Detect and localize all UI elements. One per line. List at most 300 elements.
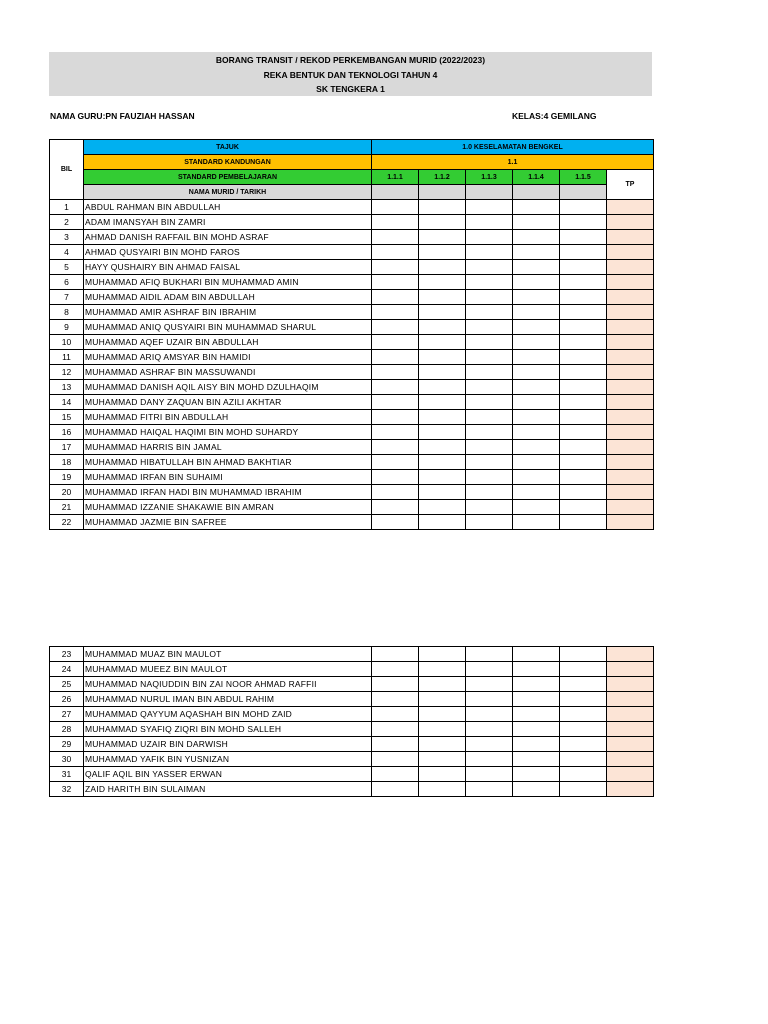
standard-kandungan-label: STANDARD KANDUNGAN <box>84 155 372 170</box>
tp-cell[interactable] <box>607 425 654 440</box>
student-name: AHMAD QUSYAIRI BIN MOHD FAROS <box>84 245 372 260</box>
assessment-cell[interactable] <box>372 767 419 782</box>
assessment-cell[interactable] <box>372 485 419 500</box>
assessment-cell[interactable] <box>560 275 607 290</box>
assessment-cell[interactable] <box>560 245 607 260</box>
student-row <box>50 200 654 215</box>
student-name: MUHAMMAD AFIQ BUKHARI BIN MUHAMMAD AMIN <box>84 275 372 290</box>
tp-cell[interactable] <box>607 767 654 782</box>
student-number: 26 <box>50 692 84 707</box>
assessment-cell[interactable] <box>466 200 513 215</box>
assessment-cell[interactable] <box>560 707 607 722</box>
tajuk-value: 1.0 KESELAMATAN BENGKEL <box>372 140 654 155</box>
date-cell[interactable] <box>560 185 607 200</box>
assessment-cell[interactable] <box>466 470 513 485</box>
student-name: MUHAMMAD MUEEZ BIN MAULOT <box>84 662 372 677</box>
assessment-cell[interactable] <box>560 767 607 782</box>
assessment-cell[interactable] <box>372 245 419 260</box>
tp-cell[interactable] <box>607 305 654 320</box>
tp-cell[interactable] <box>607 350 654 365</box>
assessment-cell[interactable] <box>513 782 560 797</box>
assessment-cell[interactable] <box>466 275 513 290</box>
student-row <box>50 365 654 380</box>
student-number: 30 <box>50 752 84 767</box>
assessment-cell[interactable] <box>560 425 607 440</box>
assessment-cell[interactable] <box>560 737 607 752</box>
tp-cell[interactable] <box>607 275 654 290</box>
student-row <box>50 692 654 707</box>
tp-cell[interactable] <box>607 455 654 470</box>
tp-cell[interactable] <box>607 335 654 350</box>
student-number: 25 <box>50 677 84 692</box>
student-name: MUHAMMAD FITRI BIN ABDULLAH <box>84 410 372 425</box>
student-name: MUHAMMAD JAZMIE BIN SAFREE <box>84 515 372 530</box>
assessment-cell[interactable] <box>513 290 560 305</box>
form-subject: REKA BENTUK DAN TEKNOLOGI TAHUN 4 <box>263 69 438 80</box>
student-name: MUHAMMAD IZZANIE SHAKAWIE BIN AMRAN <box>84 500 372 515</box>
assessment-cell[interactable] <box>466 425 513 440</box>
assessment-cell[interactable] <box>466 515 513 530</box>
assessment-cell[interactable] <box>513 365 560 380</box>
student-number: 2 <box>50 215 84 230</box>
assessment-cell[interactable] <box>419 470 466 485</box>
assessment-cell[interactable] <box>372 260 419 275</box>
student-name: MUHAMMAD HIBATULLAH BIN AHMAD BAKHTIAR <box>84 455 372 470</box>
student-row <box>50 767 654 782</box>
assessment-cell[interactable] <box>419 380 466 395</box>
assessment-cell[interactable] <box>513 677 560 692</box>
assessment-cell[interactable] <box>372 677 419 692</box>
assessment-cell[interactable] <box>560 752 607 767</box>
assessment-cell[interactable] <box>513 380 560 395</box>
assessment-cell[interactable] <box>419 245 466 260</box>
standard-pembelajaran-label: STANDARD PEMBELAJARAN <box>84 170 372 185</box>
assessment-cell[interactable] <box>513 260 560 275</box>
student-row <box>50 290 654 305</box>
assessment-cell[interactable] <box>560 662 607 677</box>
assessment-cell[interactable] <box>419 707 466 722</box>
assessment-cell[interactable] <box>560 365 607 380</box>
student-row <box>50 380 654 395</box>
assessment-cell[interactable] <box>513 440 560 455</box>
assessment-cell[interactable] <box>466 485 513 500</box>
student-number: 21 <box>50 500 84 515</box>
sp-code: 1.1.4 <box>513 170 560 185</box>
record-table-page2 <box>49 646 654 797</box>
assessment-cell[interactable] <box>372 692 419 707</box>
assessment-cell[interactable] <box>560 290 607 305</box>
assessment-cell[interactable] <box>466 395 513 410</box>
assessment-cell[interactable] <box>372 275 419 290</box>
assessment-cell[interactable] <box>513 692 560 707</box>
student-number: 27 <box>50 707 84 722</box>
student-row <box>50 425 654 440</box>
student-name: MUHAMMAD ASHRAF BIN MASSUWANDI <box>84 365 372 380</box>
assessment-cell[interactable] <box>513 470 560 485</box>
assessment-cell[interactable] <box>419 455 466 470</box>
student-number: 4 <box>50 245 84 260</box>
student-name: MUHAMMAD ARIQ AMSYAR BIN HAMIDI <box>84 350 372 365</box>
assessment-cell[interactable] <box>419 722 466 737</box>
student-name: MUHAMMAD IRFAN BIN SUHAIMI <box>84 470 372 485</box>
tp-cell[interactable] <box>607 722 654 737</box>
assessment-cell[interactable] <box>466 410 513 425</box>
tp-cell[interactable] <box>607 647 654 662</box>
assessment-cell[interactable] <box>419 215 466 230</box>
sp-code: 1.1.3 <box>466 170 513 185</box>
student-name: MUHAMMAD IRFAN HADI BIN MUHAMMAD IBRAHIM <box>84 485 372 500</box>
assessment-cell[interactable] <box>419 677 466 692</box>
assessment-cell[interactable] <box>560 722 607 737</box>
assessment-cell[interactable] <box>466 662 513 677</box>
student-row <box>50 305 654 320</box>
sp-code: 1.1.5 <box>560 170 607 185</box>
tp-cell[interactable] <box>607 662 654 677</box>
assessment-cell[interactable] <box>560 500 607 515</box>
assessment-cell[interactable] <box>513 500 560 515</box>
assessment-cell[interactable] <box>372 707 419 722</box>
assessment-cell[interactable] <box>513 707 560 722</box>
tp-cell[interactable] <box>607 320 654 335</box>
student-number: 11 <box>50 350 84 365</box>
student-row <box>50 455 654 470</box>
assessment-cell[interactable] <box>372 662 419 677</box>
assessment-cell[interactable] <box>419 275 466 290</box>
student-name: MUHAMMAD DANY ZAQUAN BIN AZILI AKHTAR <box>84 395 372 410</box>
assessment-cell[interactable] <box>419 752 466 767</box>
assessment-cell[interactable] <box>419 515 466 530</box>
assessment-cell[interactable] <box>513 662 560 677</box>
assessment-cell[interactable] <box>513 245 560 260</box>
assessment-cell[interactable] <box>419 260 466 275</box>
assessment-cell[interactable] <box>372 380 419 395</box>
assessment-cell[interactable] <box>419 767 466 782</box>
assessment-cell[interactable] <box>419 230 466 245</box>
tp-cell[interactable] <box>607 752 654 767</box>
student-name: MUHAMMAD DANISH AQIL AISY BIN MOHD DZULHAQIM <box>84 380 372 395</box>
assessment-cell[interactable] <box>419 662 466 677</box>
assessment-cell[interactable] <box>372 350 419 365</box>
student-number: 17 <box>50 440 84 455</box>
assessment-cell[interactable] <box>372 455 419 470</box>
assessment-cell[interactable] <box>419 500 466 515</box>
assessment-cell[interactable] <box>372 737 419 752</box>
assessment-cell[interactable] <box>513 752 560 767</box>
student-name: MUHAMMAD QAYYUM AQASHAH BIN MOHD ZAID <box>84 707 372 722</box>
assessment-cell[interactable] <box>560 350 607 365</box>
assessment-cell[interactable] <box>466 647 513 662</box>
assessment-cell[interactable] <box>419 395 466 410</box>
assessment-cell[interactable] <box>419 782 466 797</box>
student-number: 28 <box>50 722 84 737</box>
assessment-cell[interactable] <box>419 737 466 752</box>
assessment-cell[interactable] <box>560 485 607 500</box>
student-row <box>50 335 654 350</box>
assessment-cell[interactable] <box>372 395 419 410</box>
student-number: 20 <box>50 485 84 500</box>
student-number: 10 <box>50 335 84 350</box>
assessment-cell[interactable] <box>513 335 560 350</box>
student-row <box>50 647 654 662</box>
assessment-cell[interactable] <box>419 410 466 425</box>
assessment-cell[interactable] <box>419 647 466 662</box>
tp-cell[interactable] <box>607 677 654 692</box>
student-row <box>50 515 654 530</box>
assessment-cell[interactable] <box>560 305 607 320</box>
student-name: QALIF AQIL BIN YASSER ERWAN <box>84 767 372 782</box>
assessment-cell[interactable] <box>466 767 513 782</box>
assessment-cell[interactable] <box>513 647 560 662</box>
assessment-cell[interactable] <box>372 647 419 662</box>
assessment-cell[interactable] <box>372 425 419 440</box>
tp-cell[interactable] <box>607 365 654 380</box>
tp-cell[interactable] <box>607 707 654 722</box>
assessment-cell[interactable] <box>466 380 513 395</box>
assessment-cell[interactable] <box>372 305 419 320</box>
assessment-cell[interactable] <box>513 215 560 230</box>
assessment-cell[interactable] <box>560 647 607 662</box>
student-number: 18 <box>50 455 84 470</box>
student-row <box>50 782 654 797</box>
assessment-cell[interactable] <box>466 305 513 320</box>
tajuk-label: TAJUK <box>84 140 372 155</box>
assessment-cell[interactable] <box>466 455 513 470</box>
student-row <box>50 677 654 692</box>
student-row <box>50 245 654 260</box>
student-name: MUHAMMAD UZAIR BIN DARWISH <box>84 737 372 752</box>
student-row <box>50 350 654 365</box>
assessment-cell[interactable] <box>513 230 560 245</box>
assessment-cell[interactable] <box>372 365 419 380</box>
student-name: HAYY QUSHAIRY BIN AHMAD FAISAL <box>84 260 372 275</box>
student-row <box>50 395 654 410</box>
student-number: 22 <box>50 515 84 530</box>
assessment-cell[interactable] <box>513 455 560 470</box>
student-row <box>50 722 654 737</box>
assessment-cell[interactable] <box>372 515 419 530</box>
student-row <box>50 500 654 515</box>
assessment-cell[interactable] <box>419 365 466 380</box>
assessment-cell[interactable] <box>466 440 513 455</box>
tp-cell[interactable] <box>607 500 654 515</box>
assessment-cell[interactable] <box>466 335 513 350</box>
assessment-cell[interactable] <box>372 320 419 335</box>
assessment-cell[interactable] <box>560 260 607 275</box>
assessment-cell[interactable] <box>513 410 560 425</box>
assessment-cell[interactable] <box>419 305 466 320</box>
student-row <box>50 662 654 677</box>
tp-cell[interactable] <box>607 245 654 260</box>
assessment-cell[interactable] <box>513 305 560 320</box>
assessment-cell[interactable] <box>466 752 513 767</box>
student-name: AHMAD DANISH RAFFAIL BIN MOHD ASRAF <box>84 230 372 245</box>
tp-cell[interactable] <box>607 782 654 797</box>
assessment-cell[interactable] <box>513 350 560 365</box>
tp-cell[interactable] <box>607 215 654 230</box>
assessment-cell[interactable] <box>372 290 419 305</box>
student-row <box>50 707 654 722</box>
student-row <box>50 230 654 245</box>
student-name: MUHAMMAD YAFIK BIN YUSNIZAN <box>84 752 372 767</box>
student-number: 31 <box>50 767 84 782</box>
assessment-cell[interactable] <box>419 335 466 350</box>
student-number: 23 <box>50 647 84 662</box>
assessment-cell[interactable] <box>560 320 607 335</box>
assessment-cell[interactable] <box>419 350 466 365</box>
sp-code: 1.1.1 <box>372 170 419 185</box>
assessment-cell[interactable] <box>372 722 419 737</box>
tp-cell[interactable] <box>607 737 654 752</box>
tp-cell[interactable] <box>607 485 654 500</box>
assessment-cell[interactable] <box>466 215 513 230</box>
form-header <box>49 52 652 96</box>
class-name: KELAS:4 GEMILANG <box>512 111 597 121</box>
assessment-cell[interactable] <box>513 275 560 290</box>
assessment-cell[interactable] <box>372 410 419 425</box>
assessment-cell[interactable] <box>560 677 607 692</box>
student-row <box>50 320 654 335</box>
sp-code: 1.1.2 <box>419 170 466 185</box>
form-school: SK TENGKERA 1 <box>316 84 385 94</box>
assessment-cell[interactable] <box>372 440 419 455</box>
student-number: 14 <box>50 395 84 410</box>
student-name: MUHAMMAD AQEF UZAIR BIN ABDULLAH <box>84 335 372 350</box>
assessment-cell[interactable] <box>560 380 607 395</box>
student-name: ZAID HARITH BIN SULAIMAN <box>84 782 372 797</box>
date-cell[interactable] <box>372 185 419 200</box>
student-row <box>50 260 654 275</box>
assessment-cell[interactable] <box>466 677 513 692</box>
tp-cell[interactable] <box>607 230 654 245</box>
tp-cell[interactable] <box>607 692 654 707</box>
student-number: 16 <box>50 425 84 440</box>
student-row <box>50 275 654 290</box>
assessment-cell[interactable] <box>513 515 560 530</box>
assessment-cell[interactable] <box>466 500 513 515</box>
assessment-cell[interactable] <box>466 245 513 260</box>
tp-cell[interactable] <box>607 440 654 455</box>
assessment-cell[interactable] <box>466 722 513 737</box>
date-cell[interactable] <box>513 185 560 200</box>
assessment-cell[interactable] <box>419 290 466 305</box>
student-name: MUHAMMAD ANIQ QUSYAIRI BIN MUHAMMAD SHARUL <box>84 320 372 335</box>
assessment-cell[interactable] <box>419 440 466 455</box>
assessment-cell[interactable] <box>560 455 607 470</box>
student-name: MUHAMMAD NAQIUDDIN BIN ZAI NOOR AHMAD RAFFII <box>84 677 372 692</box>
student-number: 15 <box>50 410 84 425</box>
standard-kandungan-value: 1.1 <box>372 155 654 170</box>
student-number: 9 <box>50 320 84 335</box>
assessment-cell[interactable] <box>372 752 419 767</box>
assessment-cell[interactable] <box>560 215 607 230</box>
assessment-cell[interactable] <box>513 737 560 752</box>
assessment-cell[interactable] <box>419 425 466 440</box>
student-number: 8 <box>50 305 84 320</box>
assessment-cell[interactable] <box>372 230 419 245</box>
student-row <box>50 485 654 500</box>
assessment-cell[interactable] <box>513 425 560 440</box>
assessment-cell[interactable] <box>372 782 419 797</box>
assessment-cell[interactable] <box>560 440 607 455</box>
tp-cell[interactable] <box>607 395 654 410</box>
assessment-cell[interactable] <box>466 290 513 305</box>
assessment-cell[interactable] <box>372 200 419 215</box>
assessment-cell[interactable] <box>372 470 419 485</box>
date-cell[interactable] <box>419 185 466 200</box>
student-name: MUHAMMAD AIDIL ADAM BIN ABDULLAH <box>84 290 372 305</box>
nama-murid-header: NAMA MURID / TARIKH <box>84 185 372 200</box>
assessment-cell[interactable] <box>466 365 513 380</box>
assessment-cell[interactable] <box>513 722 560 737</box>
date-cell[interactable] <box>466 185 513 200</box>
assessment-cell[interactable] <box>466 707 513 722</box>
student-row <box>50 752 654 767</box>
tp-cell[interactable] <box>607 410 654 425</box>
student-number: 6 <box>50 275 84 290</box>
assessment-cell[interactable] <box>560 515 607 530</box>
assessment-cell[interactable] <box>560 410 607 425</box>
tp-header: TP <box>607 170 654 200</box>
student-number: 3 <box>50 230 84 245</box>
tp-cell[interactable] <box>607 260 654 275</box>
student-number: 29 <box>50 737 84 752</box>
assessment-cell[interactable] <box>466 320 513 335</box>
assessment-cell[interactable] <box>560 395 607 410</box>
assessment-cell[interactable] <box>560 470 607 485</box>
assessment-cell[interactable] <box>513 320 560 335</box>
tp-cell[interactable] <box>607 380 654 395</box>
assessment-cell[interactable] <box>419 692 466 707</box>
tp-cell[interactable] <box>607 290 654 305</box>
assessment-cell[interactable] <box>466 782 513 797</box>
tp-cell[interactable] <box>607 200 654 215</box>
student-name: ABDUL RAHMAN BIN ABDULLAH <box>84 200 372 215</box>
assessment-cell[interactable] <box>466 737 513 752</box>
assessment-cell[interactable] <box>560 335 607 350</box>
assessment-cell[interactable] <box>419 485 466 500</box>
assessment-cell[interactable] <box>466 230 513 245</box>
assessment-cell[interactable] <box>466 260 513 275</box>
assessment-cell[interactable] <box>560 782 607 797</box>
student-row <box>50 737 654 752</box>
teacher-name: NAMA GURU:PN FAUZIAH HASSAN <box>50 111 195 121</box>
assessment-cell[interactable] <box>419 320 466 335</box>
assessment-cell[interactable] <box>372 500 419 515</box>
assessment-cell[interactable] <box>513 395 560 410</box>
form-title: BORANG TRANSIT / REKOD PERKEMBANGAN MURID (2022/2023) <box>215 55 486 65</box>
tp-cell[interactable] <box>607 515 654 530</box>
assessment-cell[interactable] <box>560 230 607 245</box>
student-row <box>50 215 654 230</box>
assessment-cell[interactable] <box>419 200 466 215</box>
student-number: 13 <box>50 380 84 395</box>
assessment-cell[interactable] <box>466 692 513 707</box>
student-number: 32 <box>50 782 84 797</box>
assessment-cell[interactable] <box>372 335 419 350</box>
assessment-cell[interactable] <box>466 350 513 365</box>
tp-cell[interactable] <box>607 470 654 485</box>
assessment-cell[interactable] <box>513 485 560 500</box>
assessment-cell[interactable] <box>513 767 560 782</box>
student-name: MUHAMMAD MUAZ BIN MAULOT <box>84 647 372 662</box>
assessment-cell[interactable] <box>560 692 607 707</box>
assessment-cell[interactable] <box>560 200 607 215</box>
assessment-cell[interactable] <box>372 215 419 230</box>
assessment-cell[interactable] <box>513 200 560 215</box>
student-number: 5 <box>50 260 84 275</box>
student-name: MUHAMMAD SYAFIQ ZIQRI BIN MOHD SALLEH <box>84 722 372 737</box>
student-name: ADAM IMANSYAH BIN ZAMRI <box>84 215 372 230</box>
